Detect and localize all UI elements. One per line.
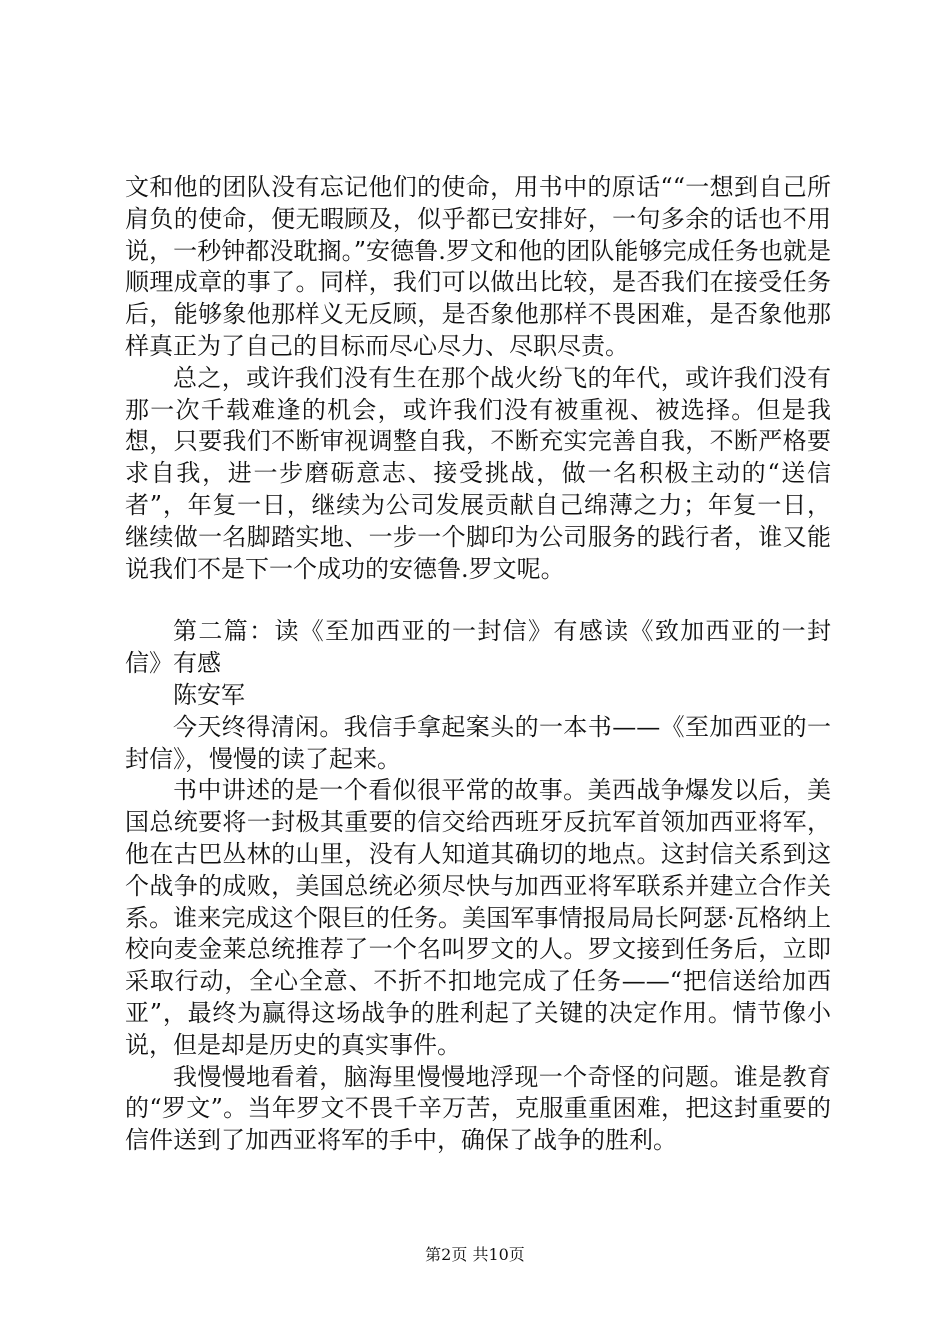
- author-name: 陈安军: [173, 680, 245, 709]
- paragraph-gap: [125, 585, 831, 616]
- document-body: [125, 172, 831, 1157]
- paragraph-reflection: 我慢慢地看着，脑海里慢慢地浮现一个奇怪的问题。谁是教育的“罗文”。当年罗文不畏千辛万苦，克服重重困难，把这封重要的信件送到了加西亚将军的手中，确保了战争的胜利。: [125, 1062, 831, 1155]
- paragraph-story: 书中讲述的是一个看似很平常的故事。美西战争爆发以后，美国总统要将一封极其重要的信交给西班牙反抗军首领加西亚将军，他在古巴丛林的山里，没有人知道其确切的地点。这封信关系到这个战争的成败，美国总统必须尽快与加西亚将军联系并建立合作关系。谁来完成这个限巨的任务。美国军事情报局局长阿瑟·瓦格纳上校向麦金莱总统推荐了一个名叫罗文的人。罗文接到任务后，立即采取行动，全心全意、不折不扣地完成了任务——“把信送给加西亚”，最终为赢得这场战争的胜利起了关键的决定作用。情节像小说，但是却是历史的真实事件。: [125, 776, 831, 1059]
- paragraph-continuation: 文和他的团队没有忘记他们的使命，用书中的原话““一想到自己所肩负的使命，便无暇顾及，似乎都已安排好，一句多余的话也不用说，一秒钟都没耽搁。”安德鲁.罗文和他的团队能够完成任务也就是顺理成章的事了。同样，我们可以做出比较，是否我们在接受任务后，能够象他那样义无反顾，是否象他那样不畏困难，是否象他那样真正为了自己的目标而尽心尽力、尽职尽责。: [125, 173, 831, 360]
- paragraph-conclusion: 总之，或许我们没有生在那个战火纷飞的年代，或许我们没有那一次千载难逢的机会，或许我们没有被重视、被选择。但是我想，只要我们不断审视调整自我，不断充实完善自我，不断严格要求自我，进一步磨砺意志、接受挑战，做一名积极主动的“送信者”，年复一日，继续为公司发展贡献自己绵薄之力；年复一日，继续做一名脚踏实地、一步一个脚印为公司服务的践行者，谁又能说我们不是下一个成功的安德鲁.罗文呢。: [125, 363, 831, 583]
- section-heading: 第二篇：读《至加西亚的一封信》有感读《致加西亚的一封信》有感: [125, 617, 831, 678]
- paragraph-intro: 今天终得清闲。我信手拿起案头的一本书——《至加西亚的一封信》，慢慢的读了起来。: [125, 712, 831, 773]
- page-number-footer: 第2页 共10页: [425, 1245, 525, 1264]
